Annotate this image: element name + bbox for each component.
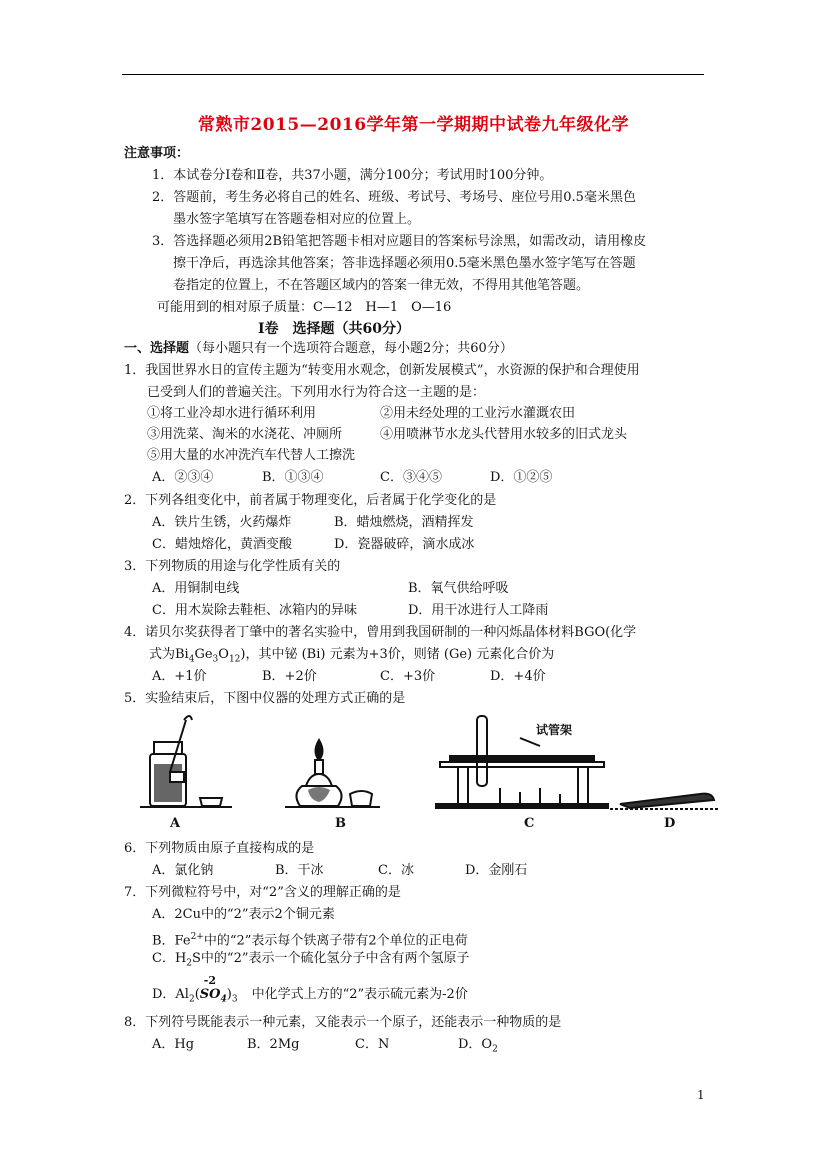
- q4-stem-2: [149, 645, 554, 670]
- q1-option-a: A．②③④: [152, 470, 214, 485]
- q7-option-c: [152, 949, 470, 974]
- q3-stem: 3．下列物质的用途与化学性质有关的: [124, 559, 341, 574]
- fig-b-flame: [316, 740, 323, 760]
- notice-line-5: 擦干净后，再选涂其他答案；答非选择题必须用0.5毫米黑色墨水签字笔写在答题: [173, 256, 636, 271]
- fig-label-d: D: [664, 816, 676, 831]
- q1-item-2: ②用未经处理的工业污水灌溉农田: [380, 406, 576, 421]
- fig-c-rack-shelf: [440, 762, 604, 767]
- q4-option-d: D．+4价: [490, 669, 546, 684]
- q5-figures: [140, 712, 720, 837]
- q4-sub-1: 4: [188, 654, 195, 665]
- q7-d-sub-3: 3: [231, 994, 238, 1005]
- q7-option-d: [152, 974, 468, 1010]
- notice-line-6: 卷指定的位置上，不在答题区域内的答案一律无效，不得用其他笔答题。: [173, 278, 590, 293]
- q4-formula-bi: 式为Bi: [149, 647, 189, 662]
- q5-stem: 5．实验结束后，下图中仪器的处理方式正确的是: [124, 691, 406, 706]
- q7-d-close-paren: ): [226, 987, 232, 1002]
- section-title: Ⅰ卷 选择题（共60分）: [258, 321, 411, 337]
- q1-item-5: ⑤用大量的水冲洗汽车代替人工擦洗: [147, 448, 356, 463]
- q1-item-3: ③用洗菜、淘米的水浇花、冲厕所: [147, 427, 343, 442]
- fig-b-wick-holder: [315, 760, 323, 774]
- q3-option-b: B．氧气供给呼吸: [408, 581, 509, 596]
- q8-stem: 8．下列符号既能表示一种元素，又能表示一个原子，还能表示一种物质的是: [124, 1015, 562, 1030]
- fig-label-c: C: [524, 816, 535, 831]
- fig-label-a: A: [170, 816, 181, 831]
- q7-option-a: A．2Cu中的“2”表示2个铜元素: [152, 907, 335, 922]
- header-rule: [122, 74, 704, 75]
- q8-option-a: A．Hg: [152, 1037, 195, 1052]
- q1-option-c: C．③④⑤: [380, 470, 442, 485]
- q7-option-b: [152, 927, 468, 951]
- q7-b-symbol: B．Fe: [152, 933, 191, 949]
- q6-option-a: A．氯化钠: [152, 863, 214, 878]
- fig-c-test-tube: [477, 716, 487, 786]
- q4-stem-1: 4．诺贝尔奖获得者丁肇中的著名实验中，曾用到我国研制的一种闪烁晶体材料BGO(化学: [124, 625, 637, 640]
- part-heading-desc: （每小题只有一个选项符合题意，每小题2分；共60分）: [189, 341, 513, 356]
- q2-option-c: C．蜡烛熔化，黄酒变酸: [152, 537, 292, 552]
- q6-option-c: C．冰: [378, 863, 414, 878]
- fig-a-rod-tip: [184, 716, 192, 720]
- q7-d-sub-1: 2: [188, 994, 195, 1005]
- q7-d-open-paren: (: [194, 987, 200, 1002]
- fig-c-rack-label: 试管架: [536, 723, 573, 737]
- fig-a-dish: [200, 798, 222, 806]
- atomic-masses: 可能用到的相对原子质量：C—12 H—1 O—16: [157, 300, 452, 315]
- q6-stem: 6．下列物质由原子直接构成的是: [124, 841, 315, 856]
- q1-stem-1: 1．我国世界水日的宣传主题为“转变用水观念，创新发展模式”，水资源的保护和合理使用: [124, 363, 640, 378]
- page-title: 常熟市2015—2016学年第一学期期中试卷九年级化学: [197, 115, 630, 135]
- notice-line-4: 3．答选择题必须用2B铅笔把答题卡相对应题目的答案标号涂黑，如需改动，请用橡皮: [152, 234, 647, 249]
- page-number: 1: [697, 1088, 705, 1102]
- q7-c-sub: 2: [186, 958, 193, 969]
- fig-b-lamp-shoulder: [306, 774, 332, 786]
- q4-formula-ge: Ge: [194, 647, 213, 662]
- q8-option-b: B．2Mg: [247, 1037, 300, 1052]
- q4-sub-3: 12: [228, 654, 241, 665]
- q6-option-b: B．干冰: [275, 863, 324, 878]
- q6-option-d: D．金刚石: [465, 863, 528, 878]
- q1-stem-2: 已受到人们的普遍关注。下列用水行为符合这一主题的是：: [147, 385, 486, 400]
- q8-option-d: [458, 1035, 498, 1060]
- q7-d-text: 中化学式上方的“2”表示硫元素为-2价: [251, 987, 468, 1002]
- fig-b-alcohol: [308, 787, 330, 802]
- notice-line-1: 1．本试卷分Ⅰ卷和Ⅱ卷，共37小题，满分100分；考试用时100分钟。: [152, 168, 553, 183]
- q2-option-b: B．蜡烛燃烧，酒精挥发: [334, 515, 474, 530]
- q8-d-symbol: D．O: [458, 1037, 493, 1052]
- q4-option-a: A．+1价: [152, 669, 207, 684]
- q7-b-text: 中的“2”表示每个铁离子带有2个单位的正电荷: [203, 933, 468, 949]
- q1-option-b: B．①③④: [262, 470, 324, 485]
- lab-apparatus-illustration: [140, 712, 720, 837]
- part-heading-label: 一、选择题: [124, 341, 190, 356]
- notice-line-2: 2．答题前，考生务必将自己的姓名、班级、考试号、考场号、座位号用0.5毫米黑色: [152, 190, 636, 205]
- q7-c-symbol: C．H: [152, 951, 187, 966]
- q2-option-d: D．瓷器破碎，滴水成冰: [334, 537, 475, 552]
- q7-d-symbol: D．Al: [152, 987, 189, 1002]
- q7-c-text: S中的“2”表示一个硫化氢分子中含有两个氢原子: [192, 951, 470, 966]
- fig-d-tube: [620, 794, 714, 808]
- q3-option-d: D．用干冰进行人工降雨: [408, 603, 549, 618]
- notice-heading: 注意事项：: [124, 146, 190, 161]
- part-heading: [124, 339, 513, 359]
- q2-stem: 2．下列各组变化中，前者属于物理变化，后者属于化学变化的是: [124, 493, 497, 508]
- q7-b-charge: 2+: [190, 932, 204, 942]
- q3-option-a: A．用铜制电线: [152, 581, 240, 596]
- q8-d-sub: 2: [492, 1044, 498, 1055]
- fig-b-cap: [350, 791, 372, 806]
- q7-d-group: SO: [199, 987, 221, 1002]
- q1-option-d: D．①②⑤: [490, 470, 553, 485]
- q8-option-c: C．N: [355, 1037, 390, 1052]
- q7-d-sulfate: [199, 974, 227, 1010]
- q4-stem-tail: )，其中铋 (Bi) 元素为+3价，则锗 (Ge) 元素化合价为: [240, 647, 555, 662]
- q7-d-sub-2: 4: [220, 994, 227, 1005]
- fig-a-label: [170, 772, 184, 782]
- q4-option-c: C．+3价: [380, 669, 436, 684]
- q1-item-4: ④用喷淋节水龙头代替用水较多的旧式龙头: [380, 427, 628, 442]
- q1-item-1: ①将工业冷却水进行循环利用: [147, 406, 317, 421]
- q4-formula-o: O: [218, 647, 229, 662]
- q7-d-charge: -2: [203, 974, 217, 987]
- fig-c-rack-base: [436, 804, 608, 808]
- q2-option-a: A．铁片生锈，火药爆炸: [152, 515, 292, 530]
- fig-label-b: B: [335, 816, 346, 831]
- q7-stem: 7．下列微粒符号中，对“2”含义的理解正确的是: [124, 885, 401, 900]
- notice-line-3: 墨水签字笔填写在答题卷相对应的位置上。: [173, 212, 421, 227]
- q4-sub-2: 3: [212, 654, 219, 665]
- q3-option-c: C．用木炭除去鞋柜、冰箱内的异味: [152, 603, 357, 618]
- q4-option-b: B．+2价: [262, 669, 317, 684]
